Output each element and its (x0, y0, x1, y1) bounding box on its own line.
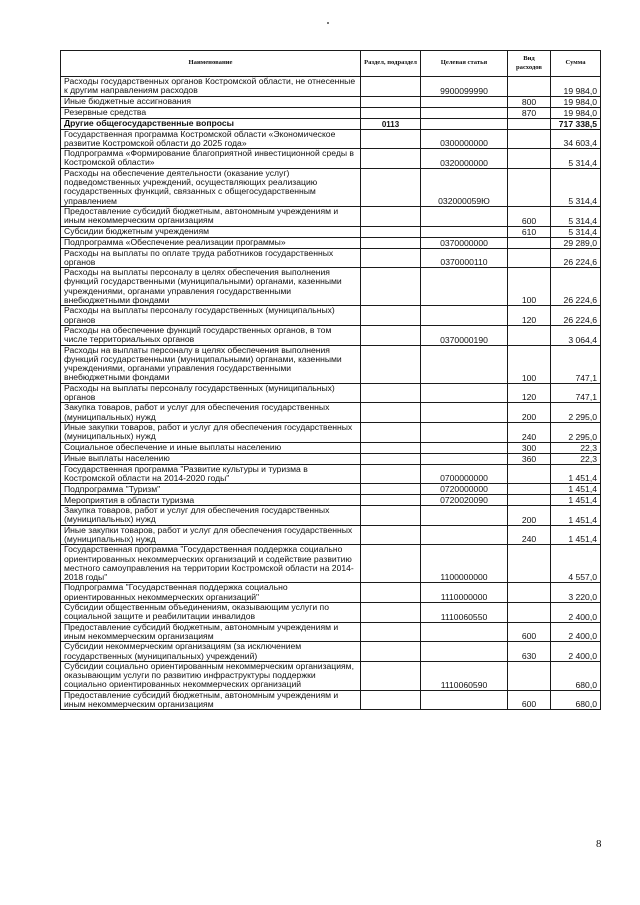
cell-name: Резервные средства (61, 107, 361, 118)
cell-kind (508, 248, 551, 268)
table-row (61, 118, 601, 129)
header-section: Раздел, подраздел (361, 51, 421, 77)
cell-name: Социальное обеспечение и иные выплаты населению (61, 442, 361, 453)
cell-target: 0720000000 (421, 484, 508, 495)
cell-section (361, 345, 421, 383)
table-row (61, 453, 601, 464)
cell-section (361, 306, 421, 326)
cell-sum: 5 314,4 (551, 226, 601, 237)
cell-sum: 1 451,4 (551, 484, 601, 495)
cell-name: Мероприятия в области туризма (61, 495, 361, 506)
cell-sum: 26 224,6 (551, 306, 601, 326)
cell-target: 0370000110 (421, 248, 508, 268)
cell-kind (508, 149, 551, 169)
cell-name: Государственная программа "Развитие культуры и туризма в Костромской области на 2014-2020 годы" (61, 464, 361, 484)
cell-sum: 2 400,0 (551, 603, 601, 623)
table-header-row (61, 51, 601, 77)
cell-name: Расходы государственных органов Костромской области, не отнесенные к другим направлениям расходов (61, 77, 361, 97)
cell-section (361, 129, 421, 149)
cell-section (361, 77, 421, 97)
cell-sum: 717 338,5 (551, 118, 601, 129)
cell-name: Расходы на выплаты персоналу государственных (муниципальных) органов (61, 383, 361, 403)
cell-name: Предоставление субсидий бюджетным, автономным учреждениям и иным некоммерческим организациям (61, 622, 361, 642)
cell-name: Подпрограмма "Государственная поддержка социально ориентированных некоммерческих организаций" (61, 583, 361, 603)
cell-sum: 1 451,4 (551, 506, 601, 526)
table-row (61, 583, 601, 603)
page-number: 8 (596, 838, 602, 850)
cell-name: Подпрограмма "Туризм" (61, 484, 361, 495)
cell-kind (508, 545, 551, 583)
cell-target (421, 642, 508, 662)
cell-section (361, 403, 421, 423)
table-row (61, 661, 601, 690)
cell-name: Предоставление субсидий бюджетным, автономным учреждениям и иным некоммерческим организациям (61, 206, 361, 226)
cell-kind (508, 583, 551, 603)
cell-sum: 2 400,0 (551, 642, 601, 662)
cell-target (421, 690, 508, 710)
header-name: Наименование (61, 51, 361, 77)
cell-target (421, 422, 508, 442)
table-row (61, 96, 601, 107)
cell-target: 0720020090 (421, 495, 508, 506)
cell-kind: 610 (508, 226, 551, 237)
table-row (61, 306, 601, 326)
cell-kind (508, 325, 551, 345)
table-row (61, 545, 601, 583)
cell-name: Другие общегосударственные вопросы (61, 118, 361, 129)
table-row (61, 107, 601, 118)
table-row (61, 248, 601, 268)
cell-section (361, 383, 421, 403)
cell-sum: 1 451,4 (551, 525, 601, 545)
cell-name: Субсидии бюджетным учреждениям (61, 226, 361, 237)
cell-section (361, 661, 421, 690)
table-row (61, 464, 601, 484)
cell-name: Расходы на обеспечение функций государственных органов, в том числе территориальных органов (61, 325, 361, 345)
cell-sum: 29 289,0 (551, 237, 601, 248)
cell-sum: 34 603,4 (551, 129, 601, 149)
cell-kind: 870 (508, 107, 551, 118)
cell-target: 1110060590 (421, 661, 508, 690)
cell-kind: 120 (508, 306, 551, 326)
cell-section (361, 168, 421, 206)
cell-sum: 26 224,6 (551, 248, 601, 268)
table-row (61, 149, 601, 169)
cell-section (361, 484, 421, 495)
header-target: Целевая статья (421, 51, 508, 77)
cell-target (421, 453, 508, 464)
cell-target (421, 525, 508, 545)
cell-name: Государственная программа "Государственная поддержка социально ориентированных некоммерческих организаций и содействие развитию местного самоуправления на территории Костромской области на 2014-2018 годы" (61, 545, 361, 583)
cell-kind (508, 464, 551, 484)
table-row (61, 495, 601, 506)
cell-sum: 3 220,0 (551, 583, 601, 603)
cell-section (361, 107, 421, 118)
cell-target (421, 206, 508, 226)
cell-target: 0320000000 (421, 149, 508, 169)
cell-kind: 630 (508, 642, 551, 662)
cell-section (361, 422, 421, 442)
cell-name: Иные закупки товаров, работ и услуг для обеспечения государственных (муниципальных) нужд (61, 525, 361, 545)
cell-kind: 600 (508, 690, 551, 710)
cell-name: Расходы на обеспечение деятельности (оказание услуг) подведомственных учреждений, осуществляющих реализацию государственных функций, связанных с общегосударственным управлением (61, 168, 361, 206)
cell-kind: 200 (508, 403, 551, 423)
cell-target: 1110060550 (421, 603, 508, 623)
cell-name: Закупка товаров, работ и услуг для обеспечения государственных (муниципальных) нужд (61, 506, 361, 526)
header-kind: Вид расходов (508, 51, 551, 77)
cell-kind (508, 77, 551, 97)
table-row (61, 345, 601, 383)
cell-name: Закупка товаров, работ и услуг для обеспечения государственных (муниципальных) нужд (61, 403, 361, 423)
cell-section (361, 268, 421, 306)
cell-name: Расходы на выплаты по оплате труда работников государственных органов (61, 248, 361, 268)
cell-section (361, 442, 421, 453)
cell-kind: 600 (508, 206, 551, 226)
cell-section (361, 149, 421, 169)
table-row (61, 690, 601, 710)
cell-sum: 19 984,0 (551, 107, 601, 118)
table-row (61, 403, 601, 423)
cell-section (361, 464, 421, 484)
cell-target (421, 118, 508, 129)
cell-section (361, 603, 421, 623)
cell-section (361, 226, 421, 237)
cell-kind: 240 (508, 525, 551, 545)
cell-target (421, 403, 508, 423)
cell-name: Государственная программа Костромской области «Экономическое развитие Костромской области до 2025 года» (61, 129, 361, 149)
cell-kind (508, 237, 551, 248)
cell-target (421, 506, 508, 526)
cell-name: Расходы на выплаты персоналу в целях обеспечения выполнения функций государственными (муниципальными) органами, казенными учреждениями, органами управления государственными внебюджетными фондами (61, 345, 361, 383)
cell-kind: 800 (508, 96, 551, 107)
cell-sum: 680,0 (551, 661, 601, 690)
cell-sum: 19 984,0 (551, 96, 601, 107)
cell-name: Субсидии социально ориентированным некоммерческим организациям, оказывающим услуги по развитию инфраструктуры поддержки социально ориентированных некоммерческих организаций (61, 661, 361, 690)
cell-kind (508, 129, 551, 149)
cell-section (361, 642, 421, 662)
cell-target: 0370000190 (421, 325, 508, 345)
cell-section (361, 622, 421, 642)
cell-kind (508, 603, 551, 623)
cell-name: Субсидии некоммерческим организациям (за исключением государственных (муниципальных) учреждений) (61, 642, 361, 662)
cell-kind: 600 (508, 622, 551, 642)
table-row (61, 525, 601, 545)
cell-sum: 22,3 (551, 453, 601, 464)
cell-section (361, 453, 421, 464)
table-row (61, 237, 601, 248)
cell-sum: 2 295,0 (551, 422, 601, 442)
cell-name: Иные бюджетные ассигнования (61, 96, 361, 107)
cell-name: Расходы на выплаты персоналу государственных (муниципальных) органов (61, 306, 361, 326)
cell-name: Субсидии общественным объединениям, оказывающим услуги по социальной защите и реабилитации инвалидов (61, 603, 361, 623)
cell-target: 1110000000 (421, 583, 508, 603)
table-row (61, 484, 601, 495)
cell-target: 0370000000 (421, 237, 508, 248)
table-row (61, 325, 601, 345)
cell-kind (508, 661, 551, 690)
cell-section (361, 545, 421, 583)
cell-sum: 3 064,4 (551, 325, 601, 345)
table-row (61, 506, 601, 526)
table-row (61, 383, 601, 403)
cell-kind: 100 (508, 268, 551, 306)
cell-target: 9900099990 (421, 77, 508, 97)
cell-target (421, 345, 508, 383)
cell-kind: 120 (508, 383, 551, 403)
cell-target (421, 96, 508, 107)
cell-section (361, 248, 421, 268)
cell-sum: 747,1 (551, 383, 601, 403)
cell-target: 032000059Ю (421, 168, 508, 206)
cell-kind (508, 168, 551, 206)
scan-dot-mark (327, 22, 329, 24)
cell-kind (508, 118, 551, 129)
cell-target (421, 442, 508, 453)
cell-section (361, 325, 421, 345)
cell-section (361, 583, 421, 603)
table-body (61, 77, 601, 710)
table-row (61, 603, 601, 623)
cell-kind: 100 (508, 345, 551, 383)
cell-sum: 19 984,0 (551, 77, 601, 97)
cell-kind (508, 484, 551, 495)
cell-name: Иные закупки товаров, работ и услуг для обеспечения государственных (муниципальных) нужд (61, 422, 361, 442)
table-row (61, 77, 601, 97)
cell-section (361, 96, 421, 107)
cell-sum: 22,3 (551, 442, 601, 453)
cell-kind: 240 (508, 422, 551, 442)
cell-target (421, 107, 508, 118)
cell-sum: 680,0 (551, 690, 601, 710)
cell-kind: 200 (508, 506, 551, 526)
header-sum: Сумма (551, 51, 601, 77)
cell-target (421, 383, 508, 403)
cell-sum: 4 557,0 (551, 545, 601, 583)
cell-name: Подпрограмма «Обеспечение реализации программы» (61, 237, 361, 248)
table-row (61, 129, 601, 149)
cell-sum: 2 295,0 (551, 403, 601, 423)
cell-sum: 747,1 (551, 345, 601, 383)
cell-target: 1100000000 (421, 545, 508, 583)
cell-name: Расходы на выплаты персоналу в целях обеспечения выполнения функций государственными (муниципальными) органами, казенными учреждениями, органами управления государственными внебюджетными фондами (61, 268, 361, 306)
cell-target: 0700000000 (421, 464, 508, 484)
table-row (61, 206, 601, 226)
cell-target: 0300000000 (421, 129, 508, 149)
table-row (61, 642, 601, 662)
cell-kind: 300 (508, 442, 551, 453)
cell-section (361, 237, 421, 248)
table-row (61, 268, 601, 306)
cell-sum: 2 400,0 (551, 622, 601, 642)
table-row (61, 442, 601, 453)
table-row (61, 168, 601, 206)
table-row (61, 226, 601, 237)
cell-sum: 1 451,4 (551, 495, 601, 506)
cell-section (361, 206, 421, 226)
cell-section (361, 525, 421, 545)
cell-name: Предоставление субсидий бюджетным, автономным учреждениям и иным некоммерческим организациям (61, 690, 361, 710)
cell-target (421, 622, 508, 642)
cell-sum: 5 314,4 (551, 168, 601, 206)
cell-kind (508, 495, 551, 506)
cell-target (421, 268, 508, 306)
cell-sum: 1 451,4 (551, 464, 601, 484)
table-row (61, 622, 601, 642)
cell-sum: 5 314,4 (551, 206, 601, 226)
cell-sum: 5 314,4 (551, 149, 601, 169)
budget-table (60, 50, 601, 710)
cell-sum: 26 224,6 (551, 268, 601, 306)
cell-target (421, 226, 508, 237)
cell-kind: 360 (508, 453, 551, 464)
cell-section (361, 495, 421, 506)
cell-target (421, 306, 508, 326)
table-row (61, 422, 601, 442)
cell-section: 0113 (361, 118, 421, 129)
cell-name: Подпрограмма «Формирование благоприятной инвестиционной среды в Костромской области» (61, 149, 361, 169)
cell-name: Иные выплаты населению (61, 453, 361, 464)
cell-section (361, 690, 421, 710)
cell-section (361, 506, 421, 526)
